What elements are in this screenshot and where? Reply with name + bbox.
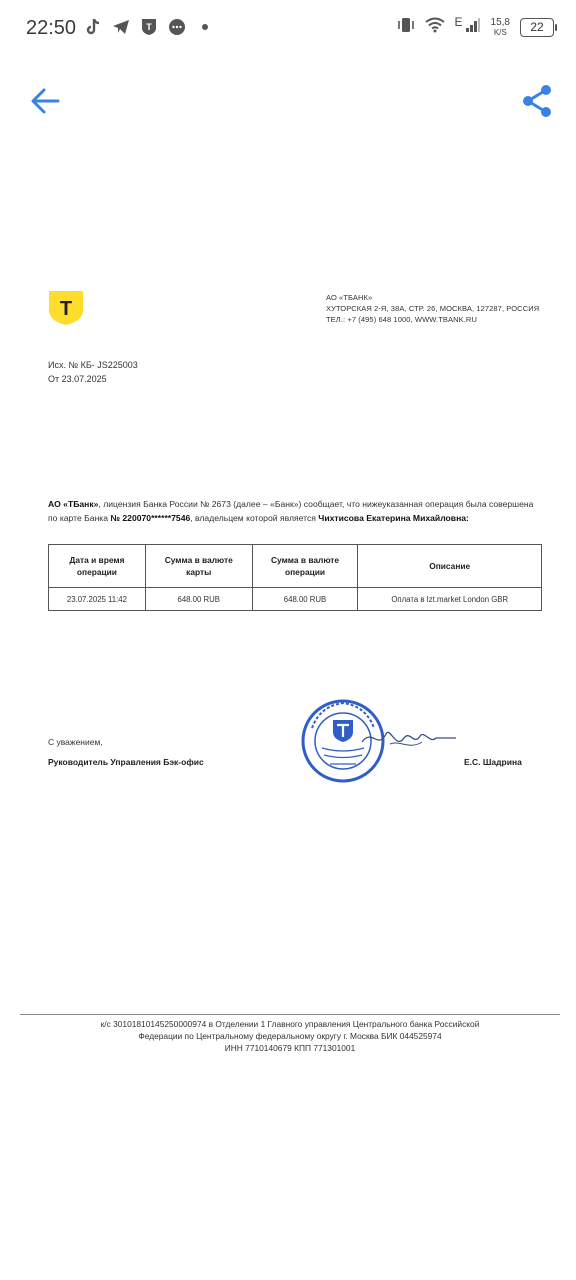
bank-contacts: ТЕЛ.: +7 (495) 648 1000, WWW.TBANK.RU bbox=[326, 315, 477, 324]
signature bbox=[360, 720, 460, 760]
bank-requisites bbox=[40, 1018, 540, 1054]
battery-icon bbox=[520, 18, 554, 37]
tbank-logo bbox=[48, 290, 84, 326]
reference-number: Исх. № КБ- JS225003 bbox=[48, 360, 138, 370]
notification-icons bbox=[84, 18, 208, 36]
system-icons bbox=[397, 16, 554, 39]
statement-bank: АО «ТБанк» bbox=[48, 499, 99, 509]
signal-icon bbox=[465, 17, 481, 38]
requisites-line-2: Федерации по Центральному федеральному округу г. Москва БИК 044525974 bbox=[138, 1031, 442, 1041]
speed-unit: K/S bbox=[493, 27, 507, 37]
signer-position: Руководитель Управления Бэк-офис bbox=[48, 757, 204, 767]
share-icon bbox=[520, 84, 554, 118]
battery-level: 22 bbox=[530, 20, 544, 34]
vibrate-icon bbox=[397, 16, 415, 39]
cell-datetime: 23.07.2025 11:42 bbox=[49, 588, 146, 611]
table-header-row bbox=[49, 545, 542, 588]
app-toolbar bbox=[0, 70, 576, 134]
status-time: 22:50 bbox=[26, 17, 77, 39]
svg-text:T: T bbox=[146, 22, 152, 32]
share-button[interactable] bbox=[520, 84, 554, 118]
reference-date: От 23.07.2025 bbox=[48, 374, 107, 384]
statement-part1: , лицензия Банка России № 2673 (далее – «Банк») сообщает, что нижеуказанная операция была совершена по карте Банка bbox=[48, 499, 534, 523]
table-row bbox=[49, 588, 542, 611]
logo-letter: Т bbox=[59, 298, 73, 320]
footer-divider bbox=[20, 1014, 560, 1015]
cell-card-amount: 648.00 RUB bbox=[145, 588, 252, 611]
header-description: Описание bbox=[358, 545, 542, 588]
operations-table bbox=[48, 544, 542, 611]
chat-icon bbox=[168, 18, 186, 36]
header-datetime: Дата и время операции bbox=[49, 545, 146, 588]
tiktok-icon bbox=[84, 18, 102, 36]
reference-block bbox=[48, 358, 138, 386]
bank-name: АО «ТБАНК» bbox=[326, 293, 373, 302]
header-card-amount: Сумма в валюте карты bbox=[145, 545, 252, 588]
statement-owner: Чихтисова Екатерина Михайловна: bbox=[318, 513, 469, 523]
wifi-icon bbox=[425, 17, 445, 38]
statement-part2: , владельцем которой является bbox=[190, 513, 319, 523]
cell-operation-amount: 648.00 RUB bbox=[252, 588, 358, 611]
status-bar bbox=[0, 0, 576, 58]
cell-description: Оплата в Izt.market London GBR bbox=[358, 588, 542, 611]
telegram-icon bbox=[112, 18, 130, 36]
speed-value: 15,8 bbox=[490, 16, 510, 28]
requisites-line-3: ИНН 7710140679 КПП 771301001 bbox=[224, 1043, 356, 1053]
arrow-left-icon bbox=[28, 84, 62, 118]
requisites-line-1: к/с 30101810145250000974 в Отделении 1 Главного управления Центрального банка Российской bbox=[100, 1019, 480, 1029]
bank-details bbox=[326, 292, 539, 325]
bank-address: ХУТОРСКАЯ 2-Я, 38А, СТР. 26, МОСКВА, 127287, РОССИЯ bbox=[326, 304, 540, 313]
signer-name: Е.С. Шадрина bbox=[464, 757, 522, 767]
network-speed bbox=[491, 18, 510, 38]
network-type: E bbox=[454, 14, 463, 29]
regards-text: С уважением, bbox=[48, 737, 103, 747]
dot-icon bbox=[202, 24, 208, 30]
tbank-icon bbox=[140, 18, 158, 36]
statement-text bbox=[48, 497, 542, 525]
back-button[interactable] bbox=[28, 84, 62, 118]
statement-card: № 220070******7546 bbox=[110, 513, 191, 523]
header-operation-amount: Сумма в валюте операции bbox=[252, 545, 358, 588]
